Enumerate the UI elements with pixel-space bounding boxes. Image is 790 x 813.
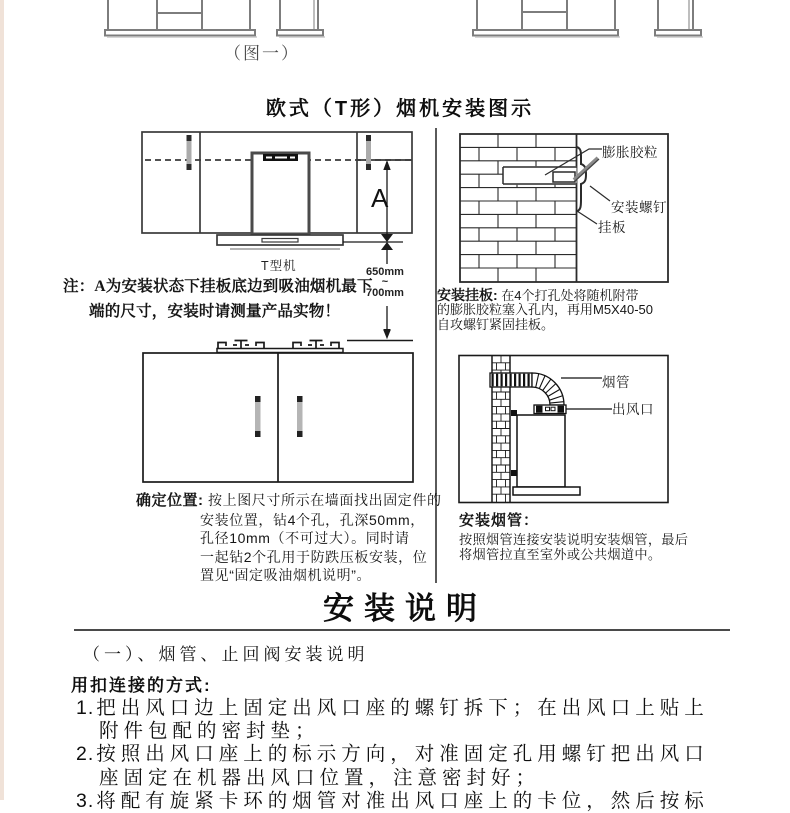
dimension-a-label: A	[371, 183, 389, 213]
dimension-end	[347, 330, 413, 341]
list-item: 1. 把出风口边上固定出风口座的螺钉拆下；在出风口上贴上	[76, 697, 709, 719]
list-item: 3. 将配有旋紧卡环的烟管对准出风口座上的卡位，然后按标	[76, 789, 709, 812]
t-machine-label: T型机	[261, 259, 297, 273]
figure1-cabinet-drawing	[95, 0, 710, 38]
hanging-plate-label: 挂板	[598, 220, 626, 235]
instruction-list	[76, 697, 776, 813]
flue-install-caption: 安装烟管： 按照烟管连接安装说明安装烟管，最后 将烟管拉直至室外或公共烟道中。	[459, 512, 689, 562]
list-item: 2. 按照出风口座上的标示方向，对准固定孔用螺钉把出风口	[76, 743, 709, 766]
stove-cabinet-drawing	[140, 330, 432, 486]
expansion-plug-label: 膨胀胶粒	[602, 145, 658, 160]
stove-burners	[218, 341, 339, 349]
page-edge-strip	[0, 0, 4, 800]
mounting-screw-label: 安装螺钉	[611, 200, 667, 215]
list-item-cont: 附件包配的密封垫；	[99, 720, 320, 743]
diagram-title: 欧式（T形）烟机安装图示	[265, 98, 535, 120]
hanging-plate-caption: 安装挂板: 在4个打孔处将随机附带 的膨胀胶粒塞入孔内，再用M5X40-50 自攻螺钉紧固挂板。	[437, 287, 653, 332]
hood-machine-body	[517, 415, 565, 487]
install-instructions-title: 安装说明	[323, 591, 487, 626]
expansion-plug	[553, 172, 575, 182]
method-heading: 用扣连接的方式:	[71, 676, 212, 695]
stove-top	[217, 349, 343, 353]
air-outlet-label: 出风口	[612, 402, 654, 417]
dimension-650-700-label: 650mm ~ 700mm	[366, 266, 404, 299]
installation-note: 注：A为安装状态下挂板底边到吸油烟机最下 端的尺寸，安装时请测量产品实物！	[63, 278, 373, 320]
section1-heading: （一）、烟管、止回阀安装说明	[83, 645, 369, 664]
figure1-caption: （图一）	[224, 44, 300, 63]
flue-pipe-drawing	[458, 354, 671, 504]
hood-chimney	[252, 153, 309, 234]
flue-pipe-label: 烟管	[602, 375, 630, 390]
machine-base	[513, 487, 580, 495]
position-caption-label: 确定位置:	[136, 492, 204, 509]
position-caption: 确定位置: 按上图尺寸所示在墙面找出固定件的 安装位置，钻4个孔，孔深50mm， 孔径10mm（不可过大）。同时请 一起钻2个孔用于防跌压板安装，位 置见“固定吸油烟机说明”。	[136, 492, 442, 584]
hangplate-caption-label: 安装挂板:	[437, 287, 498, 303]
list-item-cont: 座固定在机器出风口位置，注意密封好；	[99, 766, 541, 789]
title-divider-line	[74, 629, 730, 631]
